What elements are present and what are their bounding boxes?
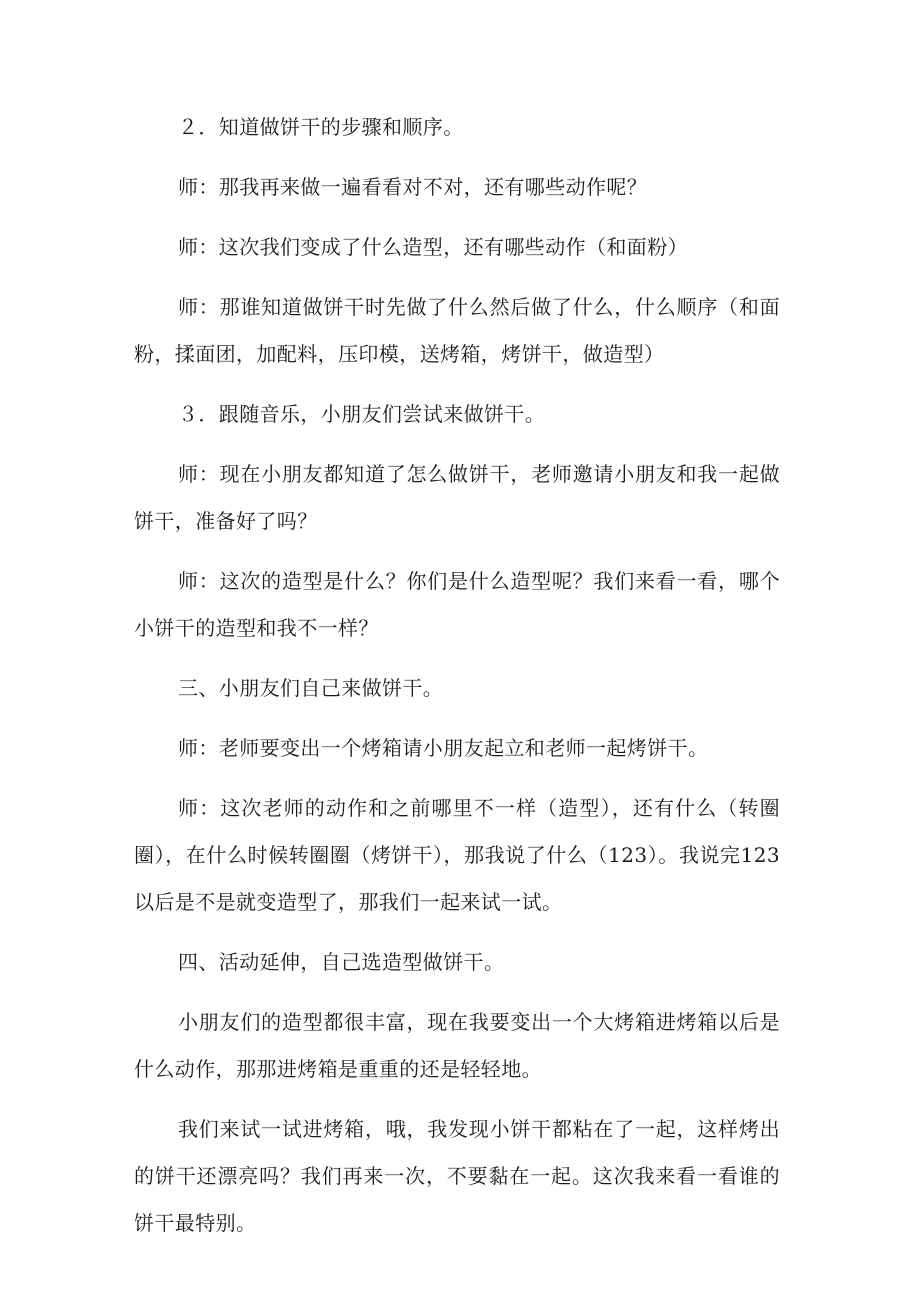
paragraph-teacher-redo: 师：那我再来做一遍看看对不对，还有哪些动作呢？: [178, 175, 648, 199]
paragraph-teacher-compare: 师：这次的造型是什么？你们是什么造型呢？我们来看一看，哪个小饼干的造型和我不一样？: [134, 569, 780, 640]
paragraph-teacher-invite: 师：现在小朋友都知道了怎么做饼干，老师邀请小朋友和我一起做饼干，准备好了吗？: [134, 462, 780, 533]
paragraph-big-oven: 小朋友们的造型都很丰富，现在我要变出一个大烤箱进烤箱以后是什么动作，那那进烤箱是重重的还是轻轻地。: [134, 1010, 780, 1081]
paragraph-teacher-oven: 师：老师要变出一个烤箱请小朋友起立和老师一起烤饼干。: [178, 736, 709, 760]
paragraph-section-3: 三、小朋友们自己来做饼干。: [178, 676, 444, 700]
paragraph-step-2: ２．知道做饼干的步骤和顺序。: [178, 115, 464, 139]
document-body: [134, 104, 780, 1260]
paragraph-teacher-order: 师：那谁知道做饼干时先做了什么然后做了什么，什么顺序（和面粉，揉面团，加配料，压印模，送烤箱，烤饼干，做造型）: [134, 295, 780, 366]
paragraph-try-oven: 我们来试一试进烤箱，哦，我发现小饼干都粘在了一起，这样烤出的饼干还漂亮吗？我们再来一次，不要黏在一起。这次我来看一看谁的饼干最特别。: [134, 1117, 780, 1235]
paragraph-step-3: ３．跟随音乐，小朋友们尝试来做饼干。: [178, 402, 546, 426]
paragraph-teacher-spin: 师：这次老师的动作和之前哪里不一样（造型），还有什么（转圈圈），在什么时候转圈圈（烤饼干），那我说了什么（123）。我说完123以后是不是就变造型了，那我们一起来试一试。: [134, 796, 780, 914]
paragraph-teacher-shape: 师：这次我们变成了什么造型，还有哪些动作（和面粉）: [178, 235, 688, 259]
paragraph-section-4: 四、活动延伸，自己选造型做饼干。: [178, 950, 505, 974]
